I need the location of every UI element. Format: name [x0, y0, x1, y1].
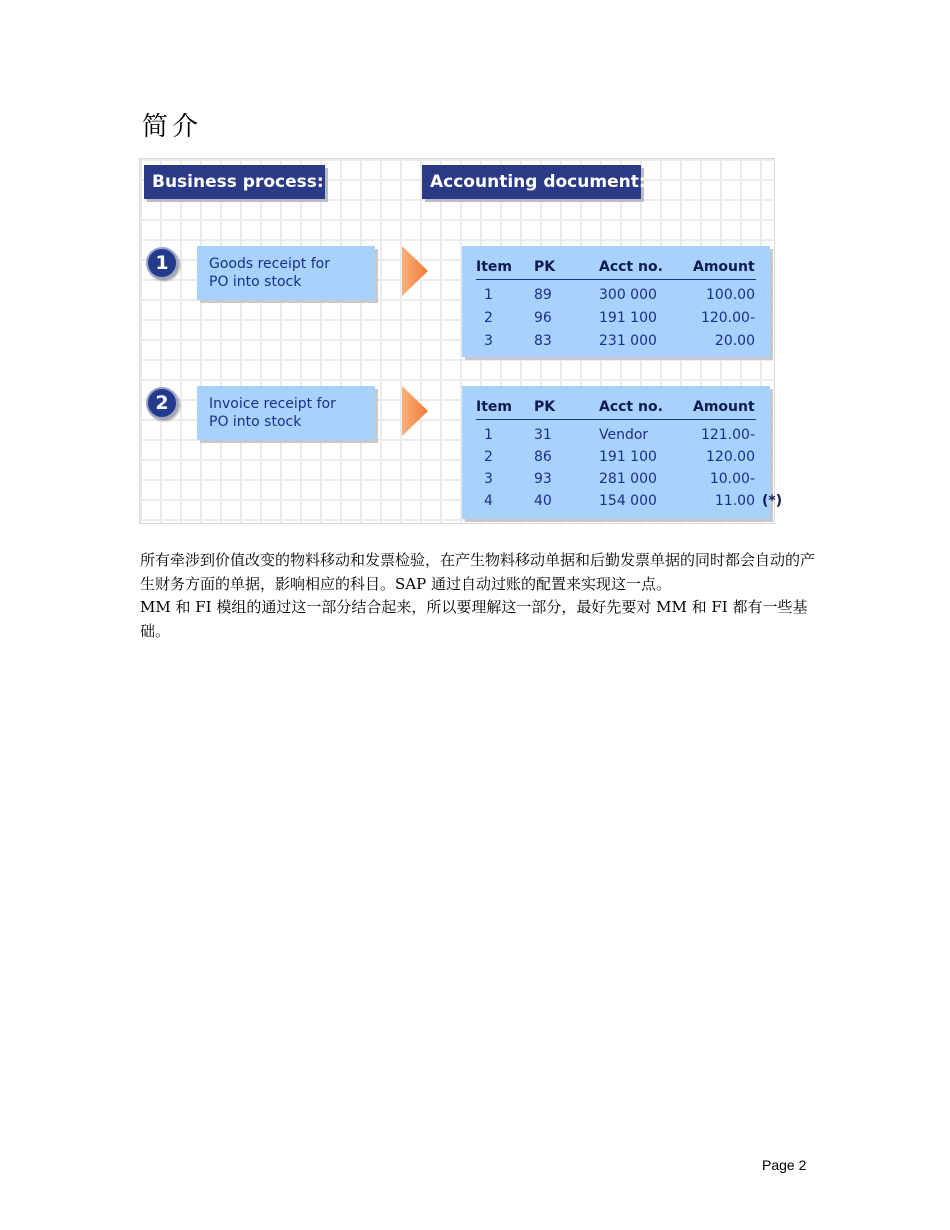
cell-acct: 300 000	[599, 287, 657, 303]
doc-table-header	[476, 255, 756, 280]
cell-amount: 120.00-	[700, 310, 755, 326]
cell-amount: 10.00-	[709, 471, 755, 487]
step-2-arrow-icon	[402, 386, 428, 436]
accounting-document-header: Accounting document:	[422, 165, 641, 199]
step-2-accounting-document	[462, 386, 783, 519]
paragraph: MM 和 FI 模组的通过这一部分结合起来，所以要理解这一部分，最好先要对 MM 和 FI 都有一些基础。	[140, 598, 808, 640]
step-2-process-line1: Invoice receipt for	[209, 396, 336, 412]
cell-amount: 121.00-	[700, 427, 755, 443]
cell-pk: 40	[534, 493, 552, 509]
table-row	[476, 449, 756, 469]
cell-item: 3	[484, 333, 493, 349]
page-title: 简介	[142, 112, 203, 142]
cell-acct: 191 100	[599, 449, 657, 465]
cell-item: 2	[484, 449, 493, 465]
cell-amount: 20.00	[714, 333, 755, 349]
table-row	[476, 310, 756, 330]
cell-amount: 100.00	[706, 287, 755, 303]
cell-pk: 86	[534, 449, 552, 465]
col-acct-header: Acct no.	[599, 399, 663, 415]
body-text	[140, 549, 820, 643]
table-row	[476, 493, 783, 513]
step-1-arrow-icon	[402, 246, 428, 296]
cell-item: 1	[484, 287, 493, 303]
col-amount-header: Amount	[693, 259, 755, 275]
table-row	[476, 427, 756, 447]
col-acct-header: Acct no.	[599, 259, 663, 275]
posting-diagram	[139, 158, 783, 524]
cell-item: 4	[484, 493, 493, 509]
step-1-process-box	[197, 246, 375, 300]
cell-pk: 96	[534, 310, 552, 326]
doc-table-header	[476, 395, 756, 420]
step-1-accounting-document	[462, 246, 770, 357]
cell-footnote-marker: (*)	[762, 493, 783, 509]
step-1-process-line1: Goods receipt for	[209, 256, 330, 272]
col-pk-header: PK	[534, 399, 556, 415]
step-2-process-box	[197, 386, 375, 440]
page-number: Page 2	[762, 1157, 807, 1173]
cell-item: 3	[484, 471, 493, 487]
table-row	[476, 471, 756, 491]
col-item-header: Item	[476, 399, 512, 415]
cell-acct: 281 000	[599, 471, 657, 487]
table-row	[476, 333, 756, 353]
cell-pk: 83	[534, 333, 552, 349]
step-1-number-badge: 1	[146, 247, 178, 279]
cell-pk: 31	[534, 427, 552, 443]
business-process-header: Business process:	[144, 165, 325, 199]
cell-acct: 231 000	[599, 333, 657, 349]
cell-amount: 120.00	[706, 449, 755, 465]
cell-acct: 154 000	[599, 493, 657, 509]
step-2-process-line2: PO into stock	[209, 414, 302, 430]
cell-amount: 11.00	[714, 493, 755, 509]
cell-acct: 191 100	[599, 310, 657, 326]
cell-acct: Vendor	[599, 427, 649, 443]
cell-pk: 93	[534, 471, 552, 487]
table-row	[476, 287, 756, 307]
cell-item: 1	[484, 427, 493, 443]
paragraph: 所有牵涉到价值改变的物料移动和发票检验，在产生物料移动单据和后勤发票单据的同时都会自动的产生财务方面的单据，影响相应的科目。SAP 通过自动过账的配置来实现这一点。	[140, 551, 816, 593]
step-2-number-badge: 2	[146, 387, 178, 419]
col-item-header: Item	[476, 259, 512, 275]
cell-pk: 89	[534, 287, 552, 303]
step-1-process-line2: PO into stock	[209, 274, 302, 290]
col-amount-header: Amount	[693, 399, 755, 415]
col-pk-header: PK	[534, 259, 556, 275]
cell-item: 2	[484, 310, 493, 326]
